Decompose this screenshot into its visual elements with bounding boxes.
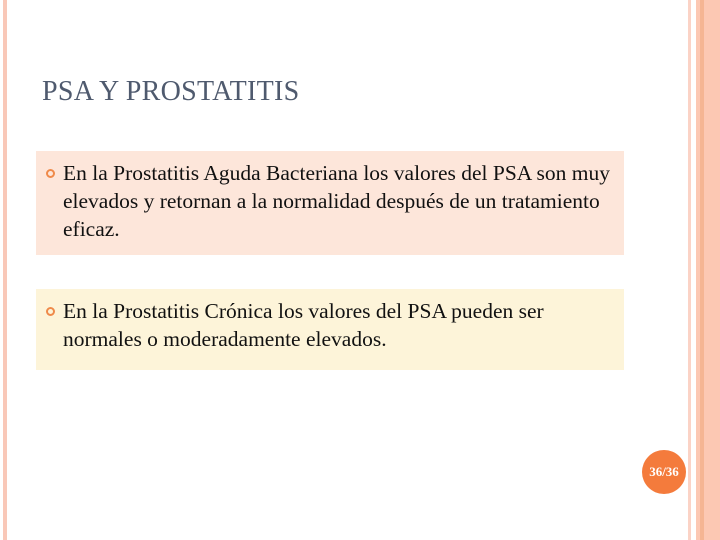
slide-title: PSA Y PROSTATITIS: [42, 76, 300, 107]
page-number-badge: 36/36: [642, 450, 686, 494]
right-border-thin-line: [688, 0, 691, 540]
bullet-box-chronic: [36, 289, 624, 370]
bullet-text: En la Prostatitis Aguda Bacteriana los valores del PSA son muy elevados y retornan a la normalidad después de un tratamiento eficaz.: [63, 161, 610, 241]
right-border-accent-line: [700, 0, 704, 540]
circle-bullet-icon: [46, 169, 55, 178]
left-border-line: [3, 0, 7, 540]
list-item: [46, 159, 614, 243]
circle-bullet-icon: [46, 307, 55, 316]
list-item: [46, 297, 614, 353]
bullet-box-acute: [36, 151, 624, 255]
bullet-text: En la Prostatitis Crónica los valores del PSA pueden ser normales o moderadamente elevados.: [63, 299, 544, 351]
